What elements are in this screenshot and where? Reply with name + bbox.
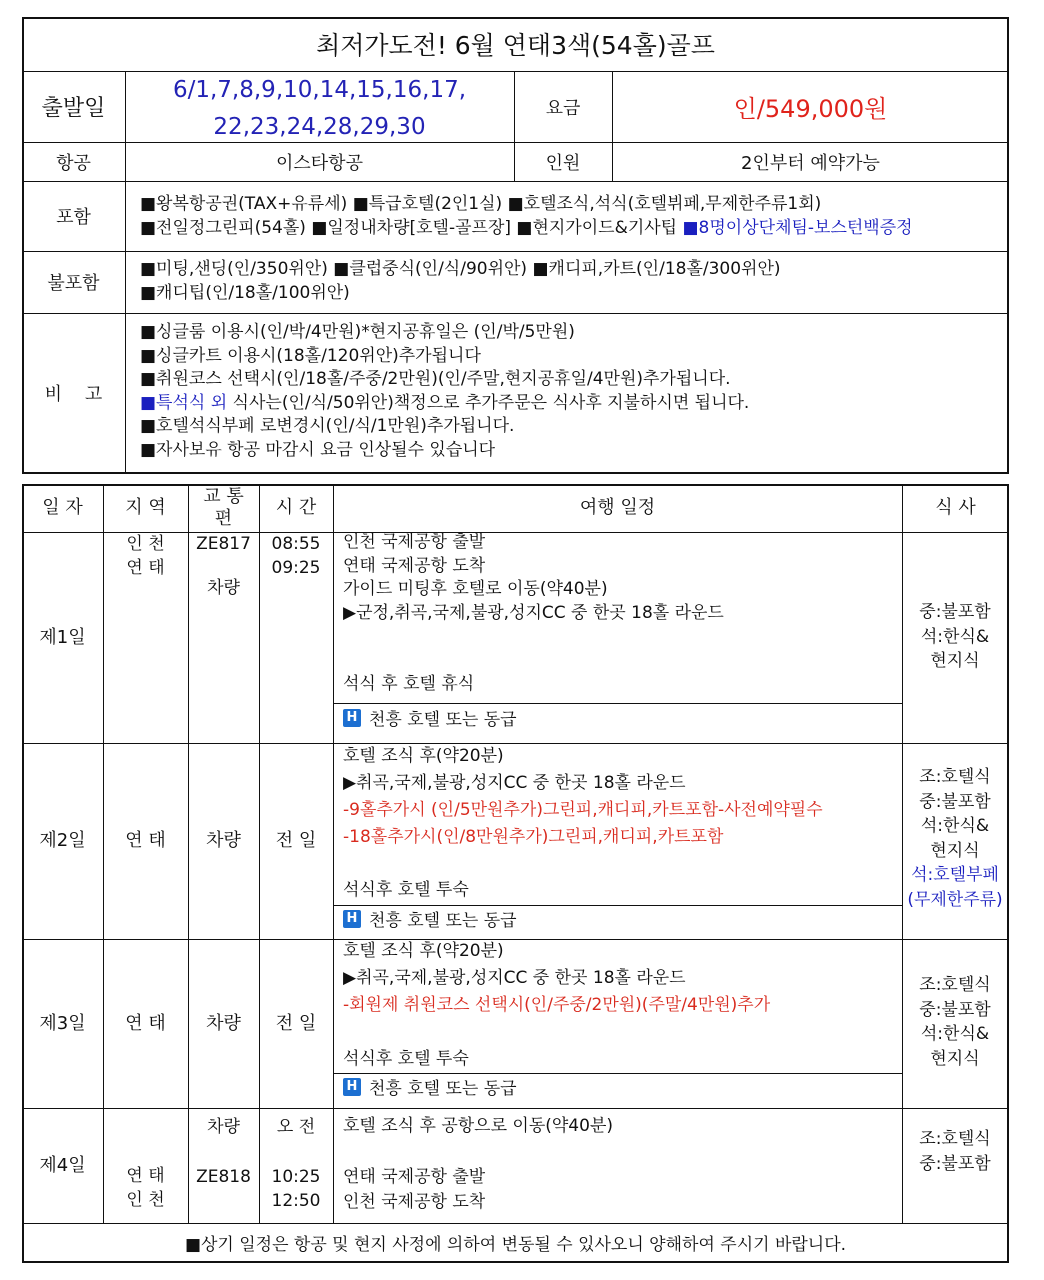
itinerary-option-line: -회원제 취원코스 선택시(인/주중/2만원)(주말/4만원)추가 <box>343 995 771 1015</box>
depart-dates-line1: 6/1,7,8,9,10,14,15,16,17, <box>172 77 467 103</box>
time-line: 12:50 <box>271 1191 321 1211</box>
page-title: 최저가도전! 6월 연태3색(54홀)골프 <box>316 31 715 60</box>
hotel-text: 천흥 호텔 또는 동급 <box>369 710 517 730</box>
day2-time: 전 일 <box>275 830 317 851</box>
hotel-text: 천흥 호텔 또는 동급 <box>369 1079 517 1099</box>
day3-transport: 차량 <box>206 1012 241 1034</box>
time-line: 08:55 <box>271 534 321 554</box>
day2-evening: 석식후 호텔 투숙 <box>343 880 469 900</box>
header-itinerary: 여행 일정 <box>579 497 656 518</box>
hotel-icon: H <box>343 910 361 928</box>
note-line <box>140 392 1005 416</box>
meal-line: 조:호텔식 <box>919 975 991 995</box>
note-line: ■싱글카트 이용시(18홀/120위안)추가됩니다 <box>140 345 481 366</box>
hotel-icon: H <box>343 709 361 727</box>
include-list <box>140 193 1005 240</box>
day4-transport-2: ZE818 <box>196 1167 251 1187</box>
header-meal: 식 사 <box>935 497 976 518</box>
exclude-line: ■미팅,샌딩(인/350위안) ■클럽중식(인/식/90위안) ■캐디피,카트(인/18홀/300위안) <box>140 259 781 279</box>
itinerary-line: 연태 국제공항 도착 <box>343 555 486 576</box>
meal-line: 중:불포함 <box>919 602 991 622</box>
day1-evening: 석식 후 호텔 휴식 <box>343 674 475 694</box>
day3-evening: 석식후 호텔 투숙 <box>343 1049 469 1069</box>
day4-time-1: 오 전 <box>276 1117 316 1137</box>
day2-hotel <box>343 908 517 934</box>
day1-label: 제1일 <box>39 626 86 648</box>
note-text: 식사는(인/식/50위안)책정으로 추가주문은 식사후 지불하시면 됩니다. <box>227 392 750 413</box>
note-highlight: ■특석식 외 <box>140 392 228 413</box>
fee-label: 요금 <box>545 97 581 119</box>
day3-hotel <box>343 1076 517 1102</box>
transport-line: 차량 <box>207 578 240 598</box>
day3-label: 제3일 <box>39 1012 86 1034</box>
day2-label: 제2일 <box>39 830 86 851</box>
note-line: ■호텔석식부페 로변경시(인/식/1만원)추가됩니다. <box>140 416 515 437</box>
day4-itinerary-1: 호텔 조식 후 공항으로 이동(약40분) <box>343 1116 613 1136</box>
day1-itinerary <box>343 531 724 625</box>
depart-dates-line2: 22,23,24,28,29,30 <box>213 114 426 140</box>
day1-region <box>103 532 188 580</box>
day4-meal <box>902 1127 1008 1176</box>
meal-highlight-line: 석:호텔부페 <box>911 865 999 885</box>
header-time: 시 간 <box>275 497 317 518</box>
itinerary-line: ▶취곡,국제,불광,성지CC 중 한곳 18홀 라운드 <box>343 773 686 793</box>
meal-line: 현지식 <box>930 840 980 861</box>
meal-line: 현지식 <box>930 1048 980 1069</box>
meal-line: 중:불포함 <box>919 791 991 812</box>
include-highlight: ■8명이상단체팀-보스턴백증정 <box>682 217 913 238</box>
meal-line: 석:한식& <box>920 1024 990 1044</box>
meal-line: 석:한식& <box>920 626 990 647</box>
notes-label: 비 고 <box>44 384 103 405</box>
day3-region: 연 태 <box>125 1012 166 1034</box>
header-day: 일 자 <box>42 497 83 518</box>
day1-transport <box>188 532 259 600</box>
hotel-text: 천흥 호텔 또는 동급 <box>369 911 517 931</box>
note-line: ■자사보유 항공 마감시 요금 인상될수 있습니다 <box>140 439 496 460</box>
day4-transport-1: 차량 <box>207 1117 240 1137</box>
itinerary-line: 호텔 조식 후(약20분) <box>343 746 504 766</box>
day3-time: 전 일 <box>275 1012 317 1034</box>
meal-line: 조:호텔식 <box>919 1129 991 1149</box>
schedule-footer-note: ■상기 일정은 항공 및 현지 사정에 의하여 변동될 수 있사오니 양해하여 주시기 바랍니다. <box>184 1234 847 1255</box>
hotel-icon: H <box>343 1078 361 1096</box>
itinerary-line: 인천 국제공항 도착 <box>343 1192 486 1212</box>
itinerary-line: ▶취곡,국제,불광,성지CC 중 한곳 18홀 라운드 <box>343 968 686 988</box>
header-region: 지 역 <box>125 497 166 518</box>
meal-line: 중:불포함 <box>919 1153 991 1174</box>
note-line: ■취원코스 선택시(인/18홀/주중/2만원)(인/주말,현지공휴일/4만원)추가됩니다. <box>140 369 731 390</box>
fee-value: 인/549,000원 <box>733 95 888 123</box>
day1-time <box>259 532 333 580</box>
meal-line: 석:한식& <box>920 816 990 836</box>
time-line: 10:25 <box>271 1167 321 1187</box>
day1-hotel <box>343 707 517 733</box>
include-label: 포함 <box>56 207 91 228</box>
day2-transport: 차량 <box>206 830 241 851</box>
meal-line: 현지식 <box>930 651 980 671</box>
people-label: 인원 <box>545 152 581 174</box>
day4-time-2 <box>259 1165 333 1213</box>
itinerary-line: 호텔 조식 후(약20분) <box>343 941 504 961</box>
day3-itinerary <box>343 938 770 1019</box>
header-transport: 교 통 편 <box>203 486 244 529</box>
day3-meal <box>902 973 1008 1071</box>
time-line: 09:25 <box>271 558 321 578</box>
notes-list <box>140 321 1005 463</box>
meal-line: 중:불포함 <box>919 999 991 1020</box>
exclude-label: 불포함 <box>47 273 100 294</box>
region-line: 인 천 <box>126 534 165 554</box>
itinerary-line: 가이드 미팅후 호텔로 이동(약40분) <box>343 579 608 599</box>
note-line: ■싱글룸 이용시(인/박/4만원)*현지공휴일은 (인/박/5만원) <box>140 322 575 342</box>
day4-itinerary-2 <box>343 1165 485 1215</box>
region-line: 인 천 <box>126 1190 165 1210</box>
exclude-list <box>140 258 1005 305</box>
itinerary-line: 인천 국제공항 출발 <box>343 532 486 552</box>
include-line <box>140 217 1005 241</box>
air-value: 이스타항공 <box>276 152 363 174</box>
people-value: 2인부터 예약가능 <box>741 152 880 174</box>
include-text: ■전일정그린피(54홀) ■일정내차량[호텔-골프장] ■현지가이드&기사팁 <box>140 217 683 238</box>
day4-region <box>103 1164 188 1212</box>
depart-dates <box>125 71 514 142</box>
depart-label: 출발일 <box>41 96 106 121</box>
exclude-line: ■캐디팁(인/18홀/100위안) <box>140 282 350 303</box>
day2-region: 연 태 <box>125 830 166 851</box>
meal-line: 조:호텔식 <box>919 767 991 787</box>
day2-meal <box>902 765 1008 912</box>
itinerary-option-line: -9홀추가시 (인/5만원추가)그린피,캐디피,카트포함-사전예약필수 <box>343 800 823 820</box>
region-line: 연 태 <box>126 558 165 578</box>
day1-meal <box>902 600 1008 674</box>
itinerary-line: 연태 국제공항 출발 <box>343 1167 486 1187</box>
transport-line: ZE817 <box>196 534 251 554</box>
include-line: ■왕복항공권(TAX+유류세) ■특급호텔(2인1실) ■호텔조식,석식(호텔뷔페,무제한주류1회) <box>140 194 822 214</box>
air-label: 항공 <box>56 152 91 174</box>
region-line: 연 태 <box>126 1166 165 1186</box>
itinerary-line: ▶군정,취곡,국제,불광,성지CC 중 한곳 18홀 라운드 <box>343 602 724 623</box>
itinerary-option-line: -18홀추가시(인/8만원추가)그린피,캐디피,카트포함 <box>343 827 724 847</box>
meal-highlight-line: (무제한주류) <box>907 889 1003 910</box>
day2-itinerary <box>343 743 823 851</box>
day4-label: 제4일 <box>39 1154 86 1176</box>
